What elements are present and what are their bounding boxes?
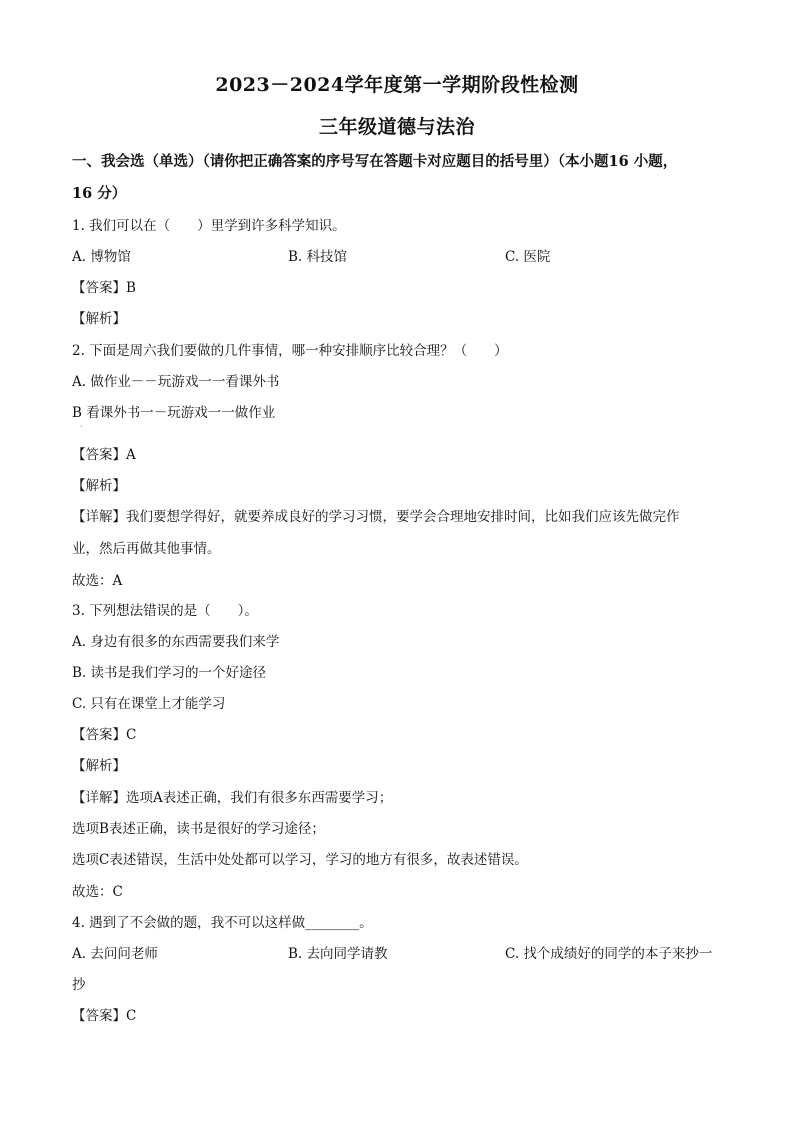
question-3-answer: 【答案】C [72, 727, 137, 743]
question-4-option-b: B. 去向同学请教 [288, 946, 388, 962]
question-3-analysis: 【解析】 [72, 758, 126, 774]
document-title: 2023－2024学年度第一学期阶段性检测 [215, 74, 579, 96]
question-3-option-b: B. 读书是我们学习的一个好途径 [72, 665, 267, 681]
question-4-stem: 4. 遇到了不会做的题，我不可以这样做________。 [72, 915, 373, 931]
question-3-stem: 3. 下列想法错误的是（ ）。 [72, 603, 258, 619]
question-1-answer: 【答案】B [72, 280, 136, 296]
section-heading-cont: 16 分） [72, 185, 127, 202]
question-4-option-c-wrap: 抄 [72, 977, 86, 993]
question-3-detail-b: 选项B表述正确，读书是很好的学习途径； [72, 821, 325, 837]
section-heading: 一、我会选（单选）（请你把正确答案的序号写在答题卡对应题目的括号里）（本小题16 小题， [72, 153, 678, 170]
question-2-stem: 2. 下面是周六我们要做的几件事情，哪一种安排顺序比较合理？（ ） [72, 343, 508, 359]
question-2-detail-cont: 业，然后再做其他事情。 [72, 541, 221, 557]
stray-mark: · [80, 422, 83, 431]
document-subtitle: 三年级道德与法治 [318, 116, 475, 138]
question-1-option-a: A. 博物馆 [72, 249, 131, 265]
question-3-detail: 【详解】选项A表述正确，我们有很多东西需要学习； [72, 790, 393, 806]
question-1-option-c: C. 医院 [505, 249, 551, 265]
question-4-option-a: A. 去问问老师 [72, 946, 158, 962]
question-3-choice: 故选：C [72, 884, 123, 900]
question-2-option-b: B 看课外书一－玩游戏一一做作业 [72, 405, 276, 421]
question-2-detail: 【详解】我们要想学得好，就要养成良好的学习习惯，要学会合理地安排时间，比如我们应该先做完作 [72, 509, 680, 525]
question-2-answer: 【答案】A [72, 447, 136, 463]
question-4-option-c: C. 找个成绩好的同学的本子来抄一 [505, 946, 713, 962]
question-3-detail-c: 选项C表述错误，生活中处处都可以学习，学习的地方有很多，故表述错误。 [72, 852, 528, 868]
question-3-option-a: A. 身边有很多的东西需要我们来学 [72, 634, 280, 650]
question-1-analysis: 【解析】 [72, 311, 126, 327]
question-2-option-a: A. 做作业－－玩游戏一一看课外书 [72, 374, 280, 390]
question-2-analysis: 【解析】 [72, 478, 126, 494]
question-4-answer: 【答案】C [72, 1008, 137, 1024]
question-3-option-c: C. 只有在课堂上才能学习 [72, 696, 226, 712]
question-1-option-b: B. 科技馆 [288, 249, 348, 265]
question-2-choice: 故选：A [72, 573, 123, 589]
question-1-stem: 1. 我们可以在（ ）里学到许多科学知识。 [72, 218, 346, 234]
